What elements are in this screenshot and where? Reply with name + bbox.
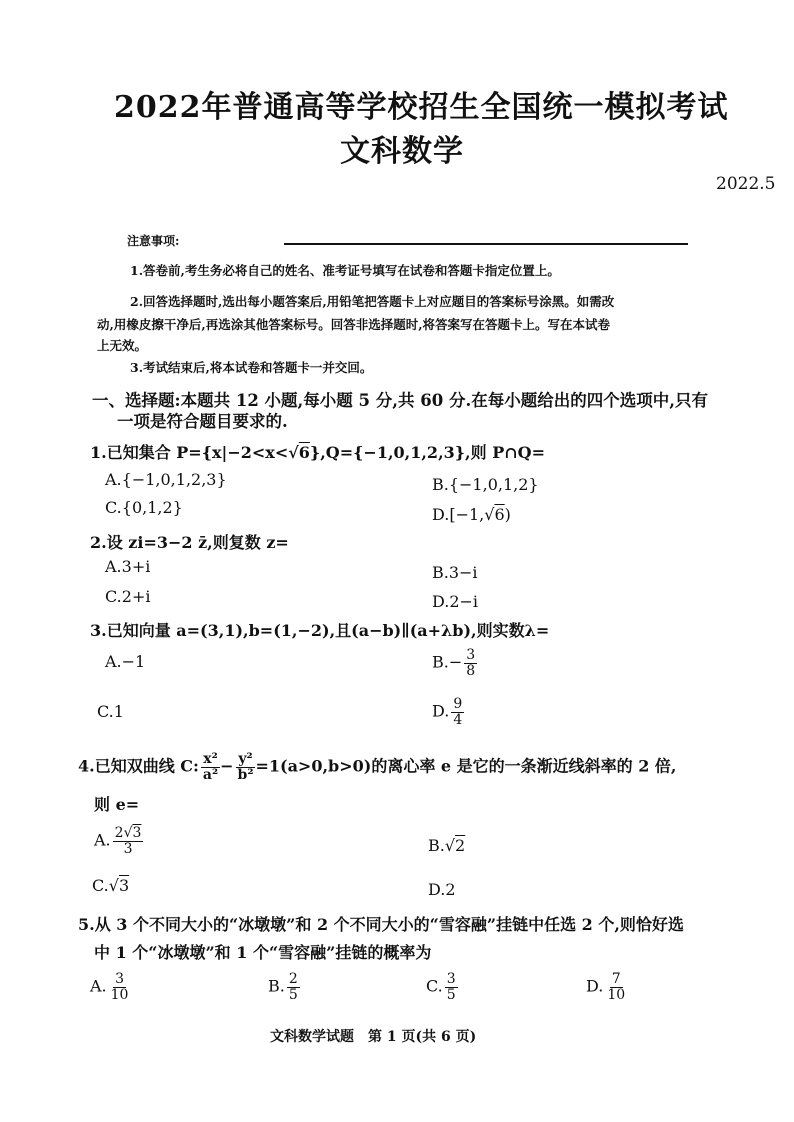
question-3-option-a: A.−1 [105,652,146,671]
question-1-stem: 1.已知集合 P={x|−2<x<√6},Q={−1,0,1,2,3},则 P∩Q= [90,443,545,462]
notice-item: 动,用橡皮擦干净后,再选涂其他答案标号。回答非选择题时,将答案写在答题卡上。写在本试卷 [97,317,611,332]
question-2-option-b: B.3−i [432,563,478,582]
question-4-option-c: C.√3 [92,876,130,895]
notice-item: 上无效。 [97,338,148,353]
question-4-option-d: D.2 [428,880,456,899]
question-1-option-b: B.{−1,0,1,2} [432,475,539,494]
section-heading-cont: 一项是符合题目要求的. [117,412,288,431]
notice-item: 2.回答选择题时,选出每小题答案后,用铅笔把答题卡上对应题目的答案标号涂黑。如需改 [130,294,615,309]
question-2-option-d: D.2−i [432,592,479,611]
question-4-option-a: A. $\frac{2√3}{3}$ [94,825,142,857]
question-3-stem: 3.已知向量 a=(3,1),b=(1,−2),且(a−b)∥(a+λb),则实数λ= [90,621,550,640]
notice-item: 3.考试结束后,将本试卷和答题卡一并交回。 [130,360,373,375]
notice-label: 注意事项: [127,234,180,248]
exam-title: 2022年普通高等学校招生全国统一模拟考试 [114,90,729,125]
question-3-option-d: D. $\frac{9}{4}$ [432,696,463,728]
question-5-stem: 5.从 3 个不同大小的“冰墩墩”和 2 个不同大小的“雪容融”挂链中任选 2 个,则恰好选 [78,915,684,934]
question-3-option-b: B.− $\frac{3}{8}$ [432,647,476,679]
question-1-option-a: A.{−1,0,1,2,3} [105,470,227,489]
question-4-stem: 4.已知双曲线 C: $\frac{\text{x²}}{\text{a²}}$ − $\frac{\text{y²}}{\text{b²}}$ =1(a>0,b>0)的离心率 e 是它的一条渐近线斜率的 2 倍, [78,751,677,783]
exam-subtitle: 文科数学 [340,134,464,169]
question-4-stem-cont: 则 e= [94,795,140,814]
question-5-stem-cont: 中 1 个“冰墩墩”和 1 个“雪容融”挂链的概率为 [94,943,432,962]
question-1-option-c: C.{0,1,2} [105,498,183,517]
question-2-option-c: C.2+i [105,587,151,606]
question-5-option-d: D. $\frac{7}{10}$ [586,971,626,1003]
question-5-option-b: B. $\frac{2}{5}$ [268,971,298,1003]
exam-date: 2022.5 [716,174,776,194]
page-footer: 文科数学试题 第 1 页(共 6 页) [270,1029,477,1045]
question-2-option-a: A.3+i [105,557,151,576]
notice-item: 1.答卷前,考生务必将自己的姓名、准考证号填写在试卷和答题卡指定位置上。 [130,263,560,278]
question-3-option-c: C.1 [97,702,124,721]
question-2-stem: 2.设 zi=3−2 z̄,则复数 z= [90,533,289,552]
section-heading: 一、选择题:本题共 12 小题,每小题 5 分,共 60 分.在每小题给出的四个选项中,只有 [92,391,708,410]
question-1-option-d: D.[−1,√6) [432,505,511,524]
question-5-option-a: A. $\frac{3}{10}$ [90,971,129,1003]
question-5-option-c: C. $\frac{3}{5}$ [426,971,456,1003]
notice-divider [284,243,688,245]
question-4-option-b: B.√2 [428,836,466,855]
